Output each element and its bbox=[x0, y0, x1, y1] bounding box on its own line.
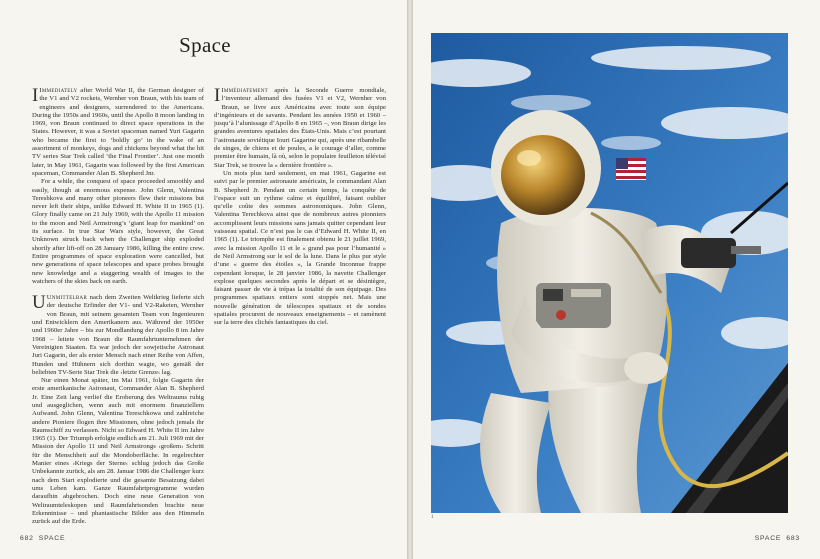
text-column-left bbox=[32, 87, 204, 539]
text-column-right bbox=[214, 87, 386, 539]
english-section bbox=[32, 87, 204, 286]
running-head-left: SPACE bbox=[38, 535, 66, 542]
german-lead: Unmittelbar bbox=[46, 294, 88, 302]
photo-caption-marker: 1 bbox=[431, 515, 434, 520]
astronaut-illustration bbox=[431, 33, 788, 513]
page-number-left: 682 bbox=[20, 535, 34, 542]
french-paragraph-2: Un mois plus tard seulement, en mai 1961, Gagarine est suivi par le premier astronaute américain, le commandant Alan B. Shepherd Jr. Pendant un certain temps, la conquête de l’espace suit un rythme calme et équilibré, faisant oublier qu’elle coûte des sommes astronomiques. John Glenn, Valentina Terechkova ainsi que de nombreux autres pionniers accomplissent leurs missions sans jamais quitter cependant leur vaisseau spatial. Ce n’est pas le cas d’Edward H. White II, en 1965 (1). Le triomphe est finalement obtenu le 21 juillet 1969, avec la mission Apollo 11 et le « grand pas pour l’humanité » de Neil Armstrong sur le sol de la lune. Dans le plus pur style d’une « guerre des étoiles », la Grande Inconnue frappe cependant lorsque, le 28 janvier 1986, la navette Challenger explose quelques secondes après le départ et se désintègre, faisant passer de vie à trépas la totalité de son équipage. Des programmes spatiaux entiers sont stoppés net. Mais une nouvelle génération de télescopes spatiaux et de sondes spatiales procurent de nouveaux enseignements – et ramènent sur la terre des clichés fantastiques du ciel. bbox=[214, 169, 386, 327]
french-section bbox=[214, 87, 386, 328]
german-paragraph-2: Nur einen Monat später, im Mai 1961, folgte Gagarin der erste amerikanische Astronaut, Commander Alan B. Shepherd Jr. Eine Zeit lang verlief die Eroberung des Weltraums ruhig und ausgeglichen, wenn auch mit enormem finanziellem Aufwand. John Glenn, Valentina Tereschkowa und zahlreiche andere Pioniere flogen ihre Missionen, ohne jedoch jemals ihr Raumschiff zu verlassen. Nicht so Edward H. White II im Jahre 1965 (1). Der Triumph erfolgte endlich am 21. Juli 1969 mit der Mission der Apollo 11 und Neil Armstrongs ›großem‹ Schritt für die Menschheit auf die Mondoberfläche. In regelrechter Manier eines ›Kriegs der Sterne‹ schlug jedoch das Große Unbekannte zurück, als am 28. Januar 1986 die Challenger kurz nach dem Start explodierte und die gesamte Besatzung dabei ums Leben kam. Ganze Raumfahrtprogramme wurden daraufhin abgebrochen. Doch eine neue Generation von Weltraumteleskopen und Raumfahrtsonden brachte neue Erkenntnisse – und phantastische Bilder aus den Himmeln zurück auf die Erde. bbox=[32, 377, 204, 526]
french-paragraph-1: I Immédiatement après la Seconde Guerre mondiale, l’inventeur allemand des fusées V1 et V2, Wernher von Braun, se livre aux Américains avec toute son équipe d’ingénieurs et de savants. Pendant les années 1950 et 1960 – jusqu’à l’alunissage d’Apollo 8 en 1965 –, von Braun dirige les grandes aventures spatiales des États-Unis. Mais c’est pourtant l’astronaute soviétique Iouri Gagarine qui, après une ribambelle de singes, de chiens et de poules, a le courage d’aller, comme premier être humain, là où, selon le populaire feuilleton télévisé Star Trek, se trouve la « dernière frontière ». bbox=[214, 87, 386, 169]
german-paragraph-1: U Unmittelbar nach dem Zweiten Weltkrieg lieferte sich der deutsche Erfinder der V1- und V2-Raketen, Wernher von Braun, mit seinem gesamten Team von Ingenieuren und Entwicklern den Amerikanern aus. Während der 1950er und 1960er Jahre – bis zur Mondlandung der Apollo 8 im Jahre 1968 – leitete von Braun die Raumfahrtunternehmen der Vereinigten Staaten. Es war jedoch der sowjetische Astronaut Juri Gagarin, der als erster Mensch nach einer Reihe von Affen, Hunden und Hühnern sich dorthin wagte, wo gemäß der beliebten TV-Serie Star Trek die ›letzte Grenze‹ lag. bbox=[32, 292, 204, 376]
spacewalk-photo bbox=[431, 33, 788, 513]
running-head-right: SPACE bbox=[754, 535, 782, 542]
english-lead: Immediately bbox=[39, 87, 78, 94]
footer-right bbox=[755, 535, 805, 542]
german-section bbox=[32, 294, 204, 526]
english-paragraph-2: For a while, the conquest of space proceeded smoothly and easily, though at enormous expense. John Glenn, Valentina Tereshkova and many other pioneers flew their missions but never left their ships, unlike Edward H. White II in 1965 (1). Glory finally came on 21 July 1969, with the Apollo 11 mission to the moon and Neil Armstrong’s ‘giant leap for mankind’ on its surface. In true Star Wars style, however, the Great Unknown struck back when the Challenger ship exploded shortly after lift-off on 28 January 1986, killing the entire crew. Entire programmes of space exploration were cancelled, but new generations of space telescopes and space probes brought new knowledge and a staggering wealth of images to the watchers of the skies back on earth. bbox=[32, 178, 204, 285]
page-number-right: 683 bbox=[786, 535, 800, 542]
french-lead: Immédiatement bbox=[221, 87, 269, 94]
flag-patch-icon bbox=[616, 158, 646, 180]
footer-left bbox=[15, 535, 65, 542]
drop-cap: U bbox=[32, 292, 46, 314]
drop-cap: I bbox=[214, 87, 221, 106]
english-paragraph-1: I Immediately after World War II, the German designer of the V1 and V2 rockets, Wernher von Braun, with his team of engineers and designers, surrendered to the Americans. During the 1950s and 1960s, until the Apollo 8 moon landing in 1969, von Braun continued to direct space operations in the States. However, it was a Soviet spaceman named Yuri Gagarin who became the first to ‘boldly go’ in the wake of an assortment of monkeys, dogs and chickens beyond what the hit TV series Star Trek called ‘the Final Frontier’. Just one month later, in May 1961, Gagarin was followed by the first American spaceman, Commander Alan B. Shepherd Jnr. bbox=[32, 87, 204, 177]
page-title: Space bbox=[179, 33, 231, 57]
drop-cap: I bbox=[32, 87, 39, 106]
